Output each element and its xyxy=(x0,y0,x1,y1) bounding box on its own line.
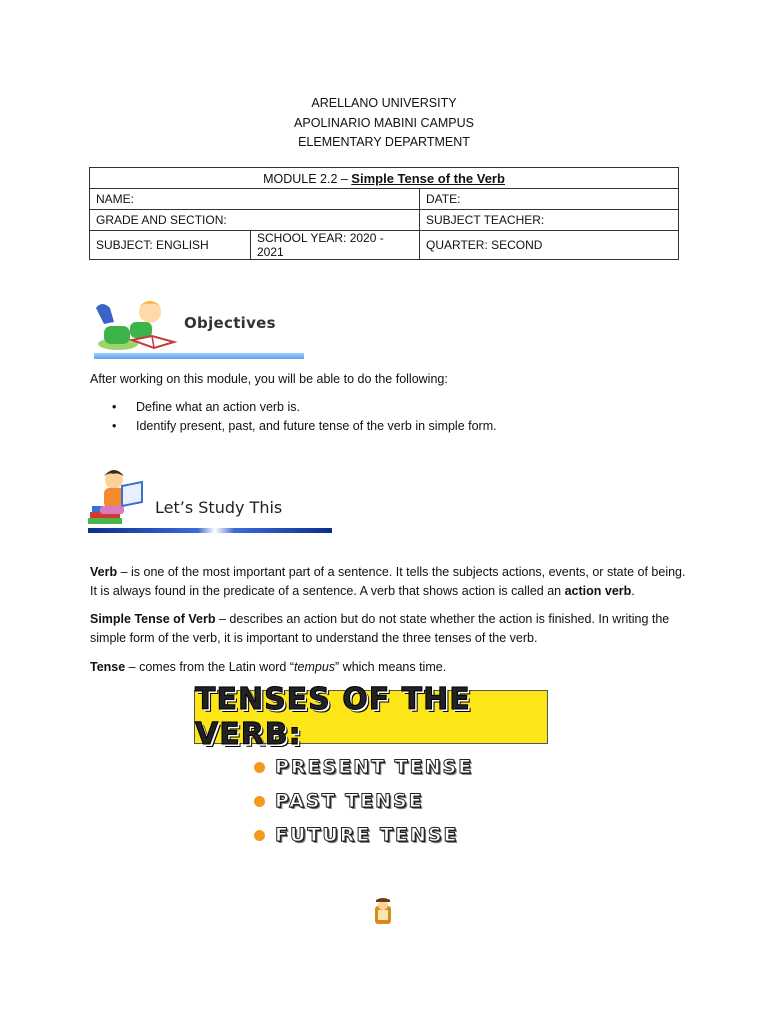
objectives-list xyxy=(90,398,497,436)
tense-term: Tense xyxy=(90,660,126,674)
tense-definition xyxy=(90,658,690,677)
tense-def-text: – comes from the Latin word “ xyxy=(125,660,295,674)
simple-tense-term: Simple Tense of Verb xyxy=(90,612,216,626)
school-year-field: SCHOOL YEAR: 2020 - 2021 xyxy=(251,231,420,260)
reading-child-icon xyxy=(92,296,184,358)
study-heading: Let’s Study This xyxy=(155,498,283,517)
school-header xyxy=(0,94,768,153)
tenses-title-box xyxy=(194,682,548,752)
list-item: • Define what an action verb is. xyxy=(90,398,497,417)
objectives-heading: Objectives xyxy=(184,314,276,332)
campus-name: APOLINARIO MABINI CAMPUS xyxy=(294,115,474,130)
tense-past xyxy=(254,790,424,812)
tense-label: PAST TENSE xyxy=(275,790,424,812)
tense-label: FUTURE TENSE xyxy=(275,824,459,846)
objectives-banner xyxy=(92,296,304,362)
study-bar xyxy=(88,528,332,533)
department-name: ELEMENTARY DEPARTMENT xyxy=(298,135,470,149)
bullet-dot-icon xyxy=(254,796,265,807)
verb-definition xyxy=(90,563,690,601)
tempus-word: tempus xyxy=(294,660,336,674)
tense-label: PRESENT TENSE xyxy=(275,756,474,778)
study-banner xyxy=(86,468,332,538)
tenses-title: TENSES OF THE VERB: xyxy=(195,682,471,752)
action-verb-term: action verb xyxy=(564,584,632,598)
university-name: ARELLANO UNIVERSITY xyxy=(311,96,457,110)
quarter-field: QUARTER: SECOND xyxy=(420,231,679,260)
verb-def-text: – is one of the most important part of a sentence. It tells the subjects actions, events, or state of being. It is always found in the predicate of a sentence. A verb that shows action is called an xyxy=(90,565,686,598)
bullet-dot-icon xyxy=(254,830,265,841)
bullet-dot-icon xyxy=(254,762,265,773)
date-field: DATE: xyxy=(420,189,679,210)
mascot-icon xyxy=(371,898,395,926)
list-item: • Identify present, past, and future tense of the verb in simple form. xyxy=(90,417,497,436)
subject-field: SUBJECT: ENGLISH xyxy=(90,231,251,260)
module-title: Simple Tense of the Verb xyxy=(351,170,505,186)
tense-def-end: ” which means time. xyxy=(335,660,447,674)
module-info-table xyxy=(89,167,679,260)
simple-tense-def-text: – describes an action but do not state whether the action is finished. In writing the simple form of the verb, it is important to understand the three tenses of the verb. xyxy=(90,612,670,645)
child-with-books-icon xyxy=(86,468,150,530)
grade-section-field: GRADE AND SECTION: xyxy=(90,210,420,231)
tense-present xyxy=(254,756,473,778)
module-title-cell xyxy=(90,168,679,189)
objectives-intro: After working on this module, you will be able to do the following: xyxy=(90,372,448,386)
tense-future xyxy=(254,824,459,846)
name-field: NAME: xyxy=(90,189,420,210)
verb-def-end: . xyxy=(631,584,635,598)
verb-term: Verb xyxy=(90,565,118,579)
objectives-bar xyxy=(94,353,304,359)
subject-teacher-field: SUBJECT TEACHER: xyxy=(420,210,679,231)
module-number: MODULE 2.2 – xyxy=(263,171,352,186)
simple-tense-definition xyxy=(90,610,690,648)
